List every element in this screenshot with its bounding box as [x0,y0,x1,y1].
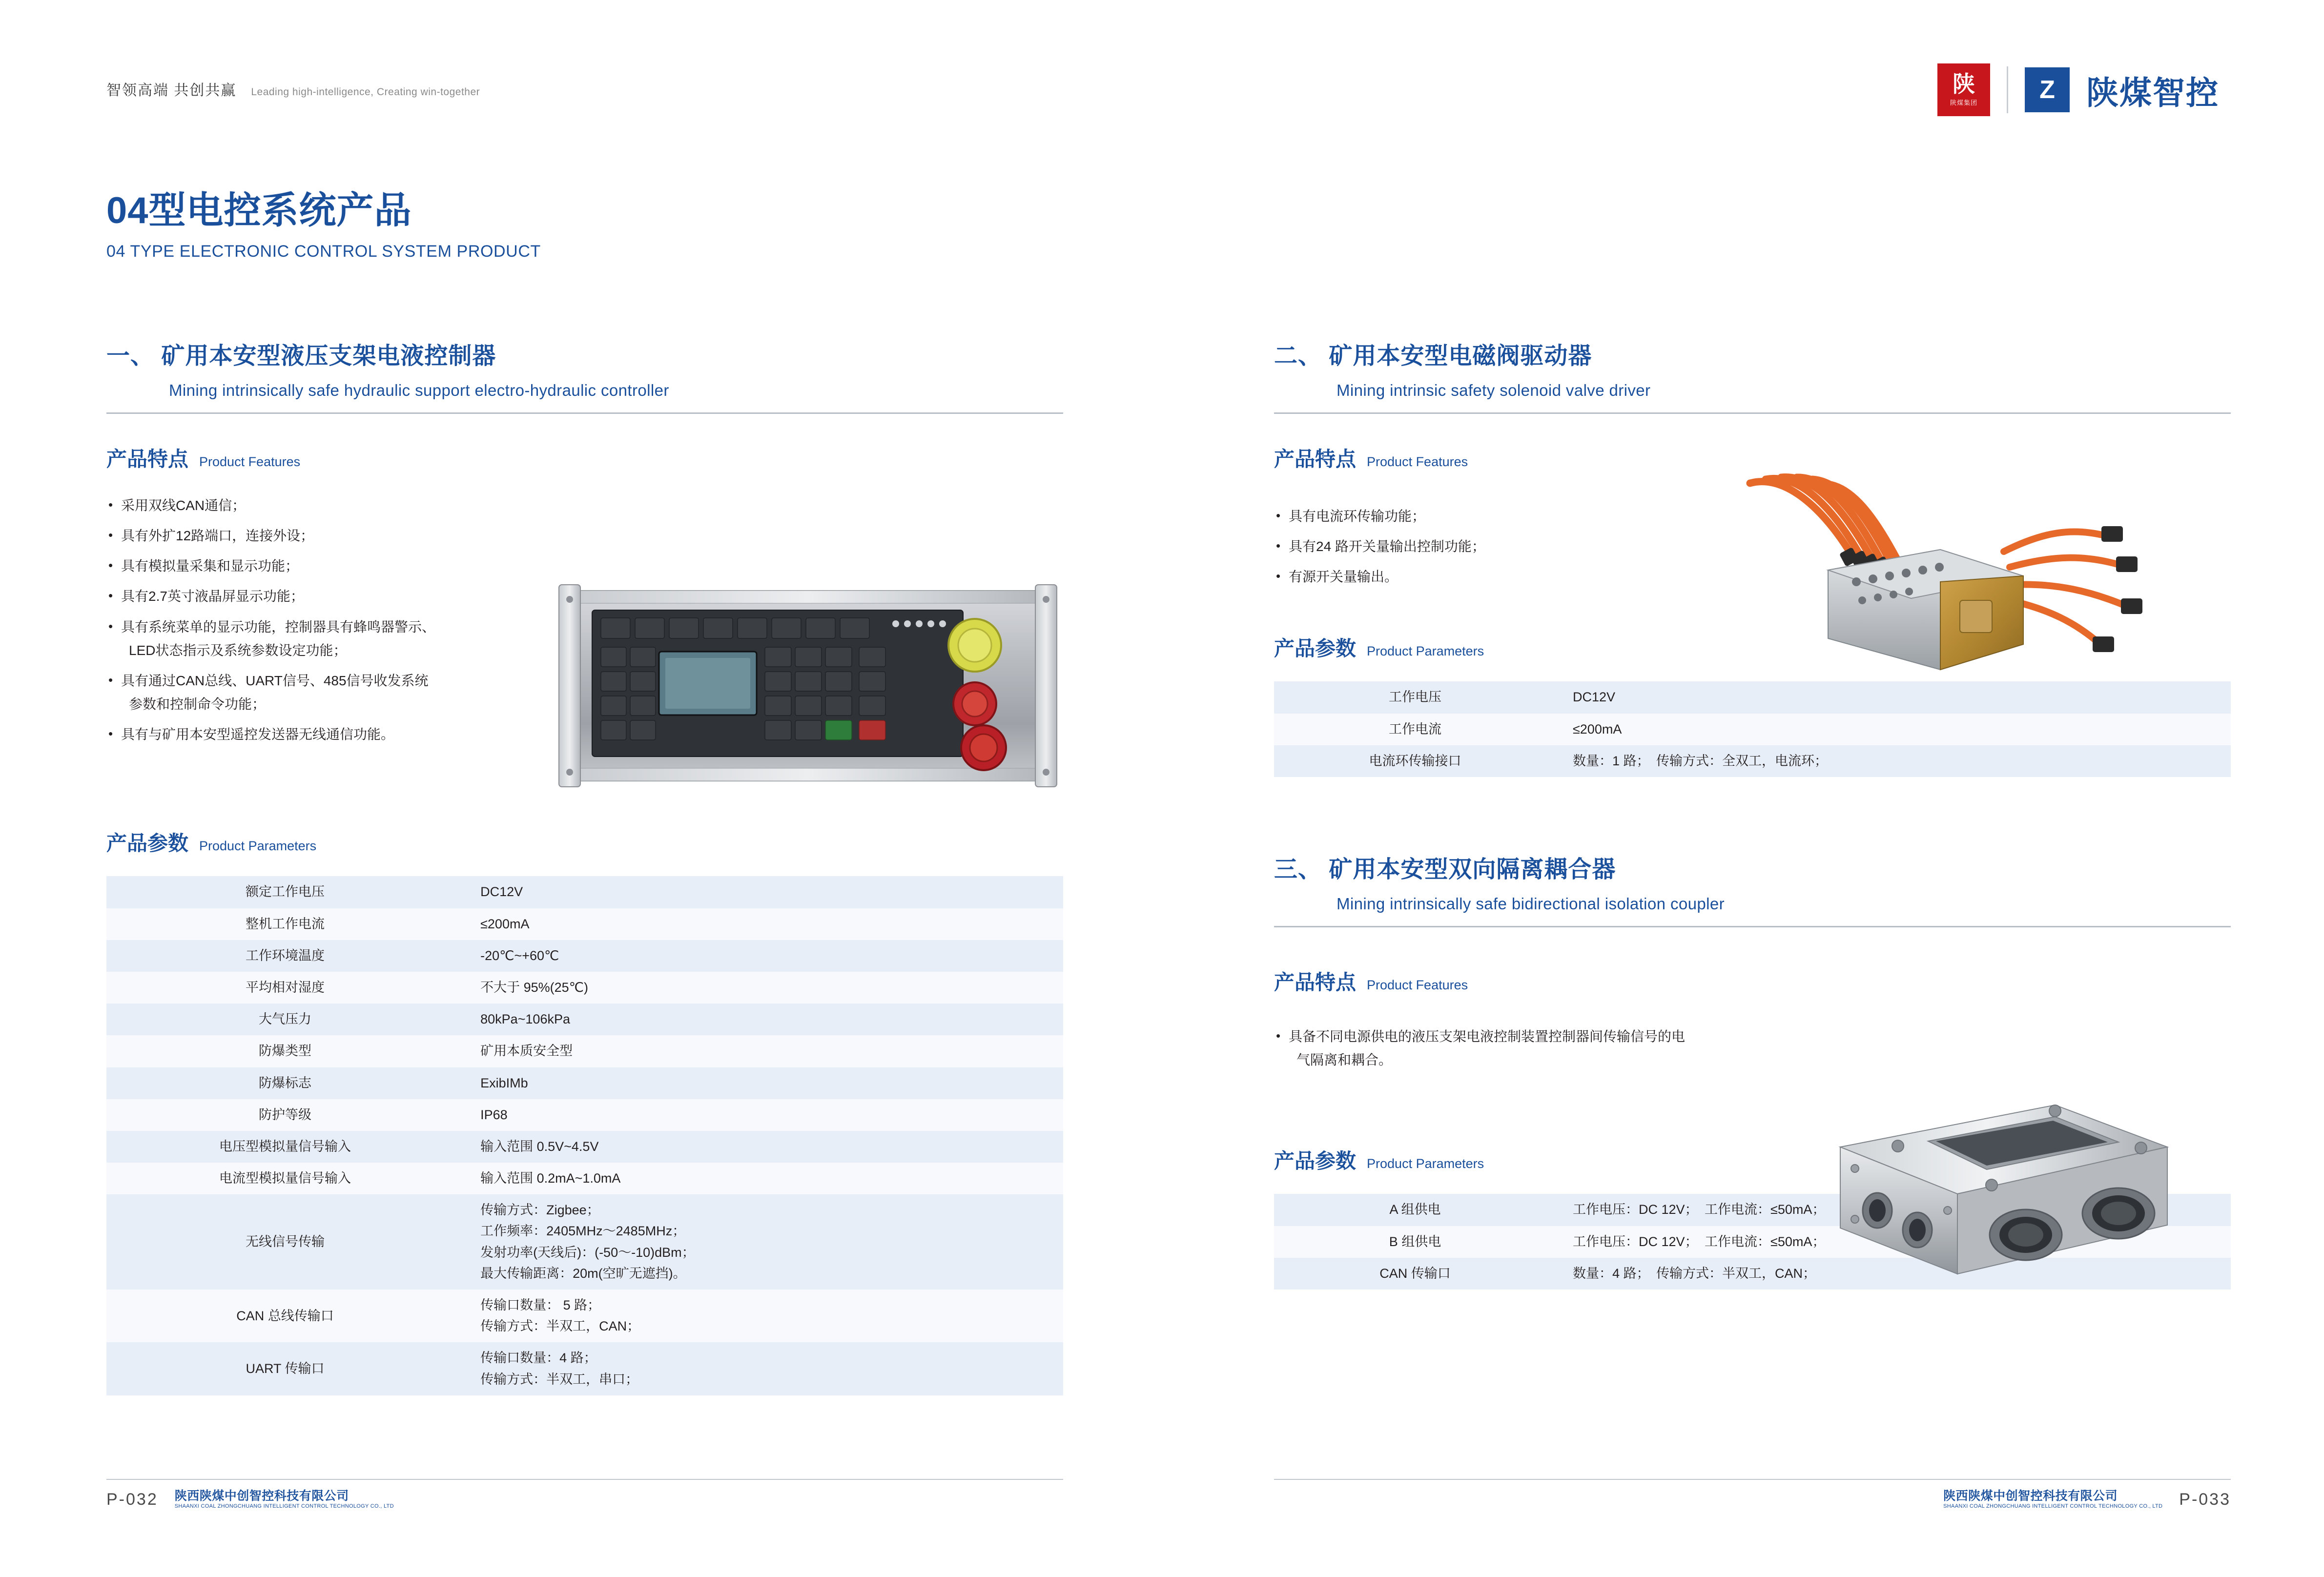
features-label-en: Product Features [1367,454,1468,469]
param-key: 工作环境温度 [106,940,464,972]
param-value: DC12V [464,876,1063,908]
list-item [106,494,546,517]
list-item [106,585,546,608]
feature-text: 具有模拟量采集和显示功能； [121,558,299,574]
feature-text: 具有24 路开关量输出控制功能； [1289,539,1485,554]
param-key: 工作电流 [1274,714,1556,745]
page-title [106,190,541,261]
section-1-heading [106,337,1063,400]
brand-name: 陕煤智控 [2086,74,2219,111]
param-key: 电流型模拟量信号输入 [106,1163,464,1194]
product-photo-coupler [1782,1064,2192,1318]
param-value: 80kPa~106kPa [464,1004,1063,1035]
param-key: UART 传输口 [106,1342,464,1395]
list-item [106,615,546,662]
table-row [106,940,1063,972]
section-2-heading-en: Mining intrinsic safety solenoid valve driver [1337,381,1651,399]
section-1-feature-list [106,494,546,746]
param-value: 输入范围 0.2mA~1.0mA [464,1163,1063,1194]
section-1-heading-en: Mining intrinsically safe hydraulic support electro-hydraulic controller [169,381,669,399]
section-1-params-label [106,827,1063,857]
section-1-heading-cn: 一、 矿用本安型液压支架电液控制器 [106,343,496,369]
section-1-params-table [106,876,1063,1395]
param-value-line: 传输方式：半双工，串口； [480,1372,639,1387]
page-title-en: 04 TYPE ELECTRONIC CONTROL SYSTEM PRODUCT [106,242,541,261]
table-row [106,1290,1063,1342]
feature-text-cont: LED状态指示及系统参数设定功能； [129,642,347,658]
section-3-feature-list [1274,1025,1772,1072]
table-row [106,1131,1063,1163]
feature-text: 具有电流环传输功能； [1289,509,1426,524]
footer-right [1274,1490,2231,1510]
table-row [106,1342,1063,1395]
feature-text: 具有通过CAN总线、UART信号、485信号收发系统 [121,673,429,688]
section-3-rule [1274,926,2231,927]
param-value: -20℃~+60℃ [464,940,1063,972]
list-item [1274,535,1694,558]
params-label-en: Product Parameters [199,839,317,854]
company-name-cn: 陕西陕煤中创智控科技有限公司 [1943,1489,2118,1503]
feature-text: 采用双线CAN通信； [121,498,246,513]
section-1-rule [106,412,1063,414]
param-key: 额定工作电压 [106,876,464,908]
list-item [106,524,546,548]
param-value: 工作电压：DC 12V； 工作电流：≤50mA； [1556,1194,2231,1226]
param-value: 不大于 95%(25℃) [464,972,1063,1004]
section-3-heading [1274,850,2231,913]
header-tagline [106,78,480,100]
page-number-left: P-032 [106,1490,158,1509]
section-3-heading-en: Mining intrinsically safe bidirectional isolation coupler [1337,895,1725,913]
param-key: CAN 总线传输口 [106,1290,464,1342]
table-row [106,876,1063,908]
param-key: 大气压力 [106,1004,464,1035]
footer-left [106,1490,394,1510]
table-row [106,1004,1063,1035]
list-item [1274,1025,1772,1072]
param-value [464,1290,1063,1342]
zhikong-logo-icon: Z [2025,67,2070,112]
table-row [1274,745,2231,777]
table-row [1274,714,2231,745]
param-value-line: 发射功率(天线后)：(-50～-10)dBm； [480,1245,695,1260]
section-2-heading-cn: 二、 矿用本安型电磁阀驱动器 [1274,343,1592,369]
feature-text: 具备不同电源供电的液压支架电液控制装置控制器间传输信号的电 [1289,1029,1686,1045]
feature-text: 有源开关量输出。 [1289,569,1399,585]
param-value: 输入范围 0.5V~4.5V [464,1131,1063,1163]
param-key: CAN 传输口 [1274,1258,1556,1290]
table-row [106,972,1063,1004]
table-row [106,1067,1063,1099]
table-row [106,908,1063,940]
features-label-en: Product Features [1367,978,1468,993]
feature-text: 具有外扩12路端口，连接外设； [121,528,314,544]
section-3-features-label [1274,966,2231,996]
param-key: 电压型模拟量信号输入 [106,1131,464,1163]
footer-rule-right [1274,1479,2231,1480]
param-key: 整机工作电流 [106,908,464,940]
param-value: ≤200mA [464,908,1063,940]
param-value: 数量：4 路； 传输方式：半双工，CAN； [1556,1258,2231,1290]
list-item [106,669,546,716]
param-key: B 组供电 [1274,1226,1556,1258]
footer-company-right [1943,1490,2162,1510]
param-value-line: 工作频率：2405MHz～2485MHz； [480,1224,686,1239]
footer-company-left [175,1490,394,1510]
param-value [464,1342,1063,1395]
section-2-rule [1274,412,2231,414]
param-value-line: 最大传输距离：20m(空旷无遮挡)。 [480,1266,686,1281]
list-item [1274,505,1694,528]
param-value: ExibIMb [464,1067,1063,1099]
section-1-features-label [106,443,1063,472]
features-label-cn: 产品特点 [1274,448,1357,471]
list-item [106,723,546,746]
param-key: 防爆类型 [106,1035,464,1067]
company-name-en: SHAANXI COAL ZHONGCHUANG INTELLIGENT CONTROL TECHNOLOGY CO., LTD [174,1503,394,1510]
company-name-cn: 陕西陕煤中创智控科技有限公司 [174,1489,349,1503]
param-value: IP68 [464,1099,1063,1131]
param-value-line: 传输方式：半双工，CAN； [480,1319,640,1334]
param-value: DC12V [1556,681,2231,713]
feature-text-cont: 参数和控制命令功能； [129,696,266,712]
page-title-cn: 04型电控系统产品 [106,190,412,231]
feature-text: 具有2.7英寸液晶屏显示功能； [121,589,304,604]
footer-rule-left [106,1479,1063,1480]
features-label-cn: 产品特点 [106,448,189,471]
table-row [106,1194,1063,1290]
section-2-feature-list [1274,505,1694,589]
param-key: 防护等级 [106,1099,464,1131]
table-row [106,1163,1063,1194]
param-value: 工作电压：DC 12V； 工作电流：≤50mA； [1556,1226,2231,1258]
param-key: 平均相对湿度 [106,972,464,1004]
tagline-cn: 智领高端 共创共赢 [106,82,237,99]
param-key: 无线信号传输 [106,1194,464,1290]
param-value-line: 传输口数量： 5 路； [480,1298,601,1313]
shaanxi-coal-group-logo-icon [1937,63,1990,116]
params-label-en: Product Parameters [1367,1156,1484,1171]
params-label-en: Product Parameters [1367,644,1484,659]
brand-sub: 陕煤集团 [1950,99,1977,106]
product-photo-valve-driver [1730,454,2189,708]
param-key: 防爆标志 [106,1067,464,1099]
brand-lockup [1937,63,2219,116]
features-label-cn: 产品特点 [1274,971,1357,994]
feature-text-cont: 气隔离和耦合。 [1296,1052,1393,1068]
section-3-heading-cn: 三、 矿用本安型双向隔离耦合器 [1274,857,1616,883]
param-key: A 组供电 [1274,1194,1556,1226]
params-label-cn: 产品参数 [1274,637,1357,660]
param-value: ≤200mA [1556,714,2231,745]
param-value [464,1194,1063,1290]
tagline-en: Leading high-intelligence, Creating win-together [251,86,480,98]
param-key: 工作电压 [1274,681,1556,713]
params-label-cn: 产品参数 [106,832,189,855]
features-label-en: Product Features [199,454,301,469]
brand-divider [2007,66,2008,113]
param-value: 矿用本质安全型 [464,1035,1063,1067]
param-value-line: 传输口数量：4 路； [480,1351,597,1366]
brand-glyph: 陕 [1953,71,1975,97]
page-number-right: P-033 [2179,1490,2231,1509]
list-item [106,554,546,578]
list-item [1274,565,1694,589]
table-row [106,1035,1063,1067]
feature-text: 具有系统菜单的显示功能，控制器具有蜂鸣器警示、 [121,619,436,635]
feature-text: 具有与矿用本安型遥控发送器无线通信功能。 [121,727,395,742]
params-label-cn: 产品参数 [1274,1149,1357,1173]
param-key: 电流环传输接口 [1274,745,1556,777]
param-value-line: 传输方式：Zigbee； [480,1203,600,1218]
product-photo-controller [554,561,1062,815]
left-column [106,337,1063,1395]
param-value: 数量：1 路； 传输方式：全双工，电流环； [1556,745,2231,777]
section-2-heading [1274,337,2231,400]
company-name-en: SHAANXI COAL ZHONGCHUANG INTELLIGENT CONTROL TECHNOLOGY CO., LTD [1943,1503,2163,1510]
table-row [106,1099,1063,1131]
